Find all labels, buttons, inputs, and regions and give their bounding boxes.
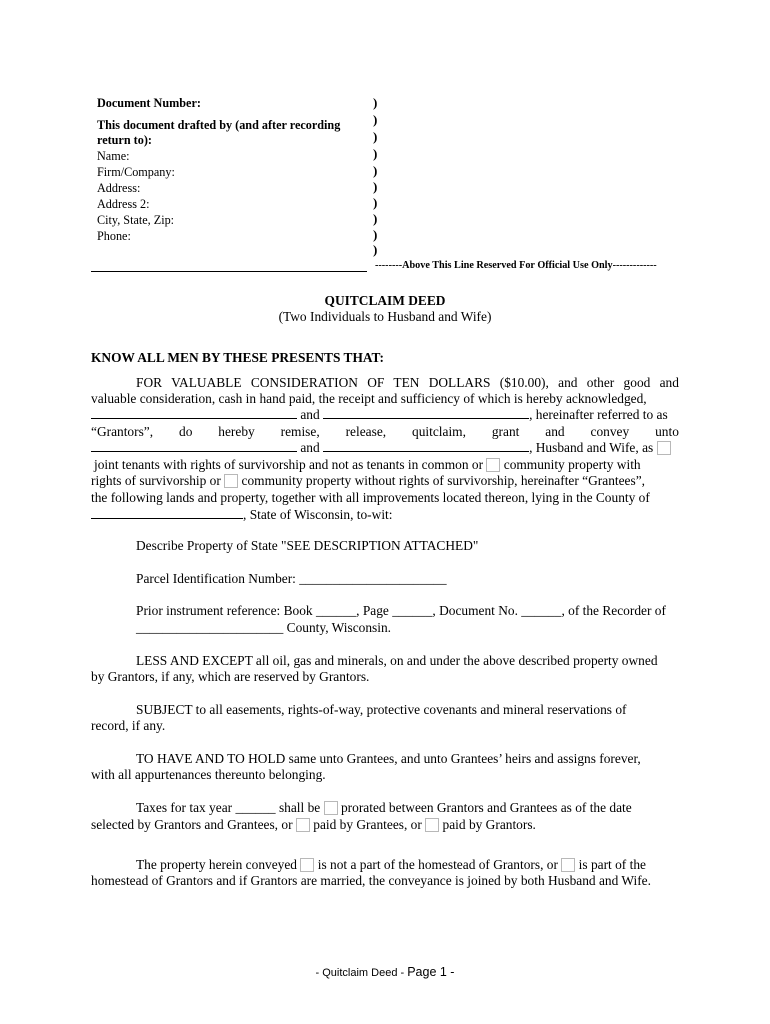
drafted-by-label: This document drafted by (and after recording xyxy=(97,118,341,132)
paren: ) xyxy=(373,242,378,257)
homestead-line-2: homestead of Grantors and if Grantors are married, the conveyance is joined by both Husband and Wife. xyxy=(91,873,651,888)
community-property-survivorship-checkbox[interactable] xyxy=(486,458,500,472)
city-state-zip-label: City, State, Zip: xyxy=(97,213,175,227)
paren: ) xyxy=(373,129,378,144)
drafted-by-label-cont: return to): xyxy=(97,133,152,147)
less-except-line-2: by Grantors, if any, which are reserved by Grantors. xyxy=(91,669,370,684)
prior-instrument-line-1: Prior instrument reference: Book ______, Page ______, Document No. ______, of the Recorder of xyxy=(136,603,666,618)
know-all-heading: KNOW ALL MEN BY THESE PRESENTS THAT: xyxy=(91,350,384,365)
tenancy-line: joint tenants with rights of survivorship and not as tenants in common or community property with xyxy=(94,457,641,472)
subject-line-1: SUBJECT to all easements, rights-of-way, protective covenants and mineral reservations of xyxy=(136,702,627,717)
footer-doc-name: - Quitclaim Deed - xyxy=(315,967,408,979)
county-blank[interactable] xyxy=(91,517,243,519)
taxes-paid-by-grantors-checkbox[interactable] xyxy=(425,818,439,832)
paren: ) xyxy=(373,179,378,194)
not-homestead-checkbox[interactable] xyxy=(300,858,314,872)
parcel-id-line: Parcel Identification Number: ______________________ xyxy=(136,571,447,586)
header-signature-line xyxy=(91,271,367,272)
name-label: Name: xyxy=(97,149,130,163)
lands-property-line: the following lands and property, together with all improvements located thereon, lying in the County of xyxy=(91,490,650,505)
habendum-line-2: with all appurtenances thereunto belonging. xyxy=(91,767,326,782)
grantor2-name-blank[interactable] xyxy=(323,417,529,419)
is-homestead-checkbox[interactable] xyxy=(561,858,575,872)
paren: ) xyxy=(373,211,378,226)
homestead-line-1: The property herein conveyed is not a part of the homestead of Grantors, or is part of the xyxy=(136,857,646,872)
community-property-line: rights of survivorship or community property without rights of survivorship, hereinafter “Grantees”, xyxy=(91,473,646,488)
paren: ) xyxy=(373,112,378,127)
subject-line-2: record, if any. xyxy=(91,718,166,733)
taxes-paid-by-grantees-checkbox[interactable] xyxy=(296,818,310,832)
consideration-line-2: valuable consideration, cash in hand paid, the receipt and sufficiency of which is hereby acknowledged, xyxy=(91,391,647,406)
paren: ) xyxy=(373,146,378,161)
county-line: , State of Wisconsin, to-wit: xyxy=(91,506,679,523)
taxes-prorated-checkbox[interactable] xyxy=(324,801,338,815)
phone-label: Phone: xyxy=(97,229,131,243)
paren: ) xyxy=(373,195,378,210)
grantors-names-line: and , hereinafter referred to as xyxy=(91,406,679,423)
taxes-line-2: selected by Grantors and Grantees, or paid by Grantees, or paid by Grantors. xyxy=(91,817,536,832)
deed-title: QUITCLAIM DEED xyxy=(324,293,446,308)
grantor1-name-blank[interactable] xyxy=(91,417,297,419)
deed-subtitle: (Two Individuals to Husband and Wife) xyxy=(278,309,492,324)
firm-label: Firm/Company: xyxy=(97,165,175,179)
paren: ) xyxy=(373,227,378,242)
community-property-no-survivorship-checkbox[interactable] xyxy=(224,474,238,488)
habendum-line-1: TO HAVE AND TO HOLD same unto Grantees, and unto Grantees’ heirs and assigns forever, xyxy=(136,751,641,766)
grantors-convey-line: “Grantors”, do hereby remise, release, quitclaim, grant and convey unto xyxy=(91,424,679,439)
consideration-line-1: FOR VALUABLE CONSIDERATION OF TEN DOLLARS ($10.00), and other good and xyxy=(136,375,679,390)
paren: ) xyxy=(373,95,378,110)
address-label: Address: xyxy=(97,181,141,195)
grantee2-name-blank[interactable] xyxy=(323,450,529,452)
footer-page-number: Page 1 - xyxy=(407,965,455,979)
property-description: Describe Property of State "SEE DESCRIPTION ATTACHED" xyxy=(136,538,479,553)
paren: ) xyxy=(373,163,378,178)
document-number-label: Document Number: xyxy=(97,96,201,110)
page-footer xyxy=(0,965,770,979)
official-use-note: --------Above This Line Reserved For Official Use Only------------- xyxy=(375,260,657,271)
prior-instrument-line-2: ______________________ County, Wisconsin. xyxy=(136,620,392,635)
less-except-line-1: LESS AND EXCEPT all oil, gas and minerals, on and under the above described property owned xyxy=(136,653,658,668)
grantees-names-line: and , Husband and Wife, as xyxy=(91,439,679,456)
grantee1-name-blank[interactable] xyxy=(91,450,297,452)
address2-label: Address 2: xyxy=(97,197,150,211)
joint-tenants-checkbox[interactable] xyxy=(657,441,671,455)
taxes-line-1: Taxes for tax year ______ shall be prorated between Grantors and Grantees as of the date xyxy=(136,800,632,815)
